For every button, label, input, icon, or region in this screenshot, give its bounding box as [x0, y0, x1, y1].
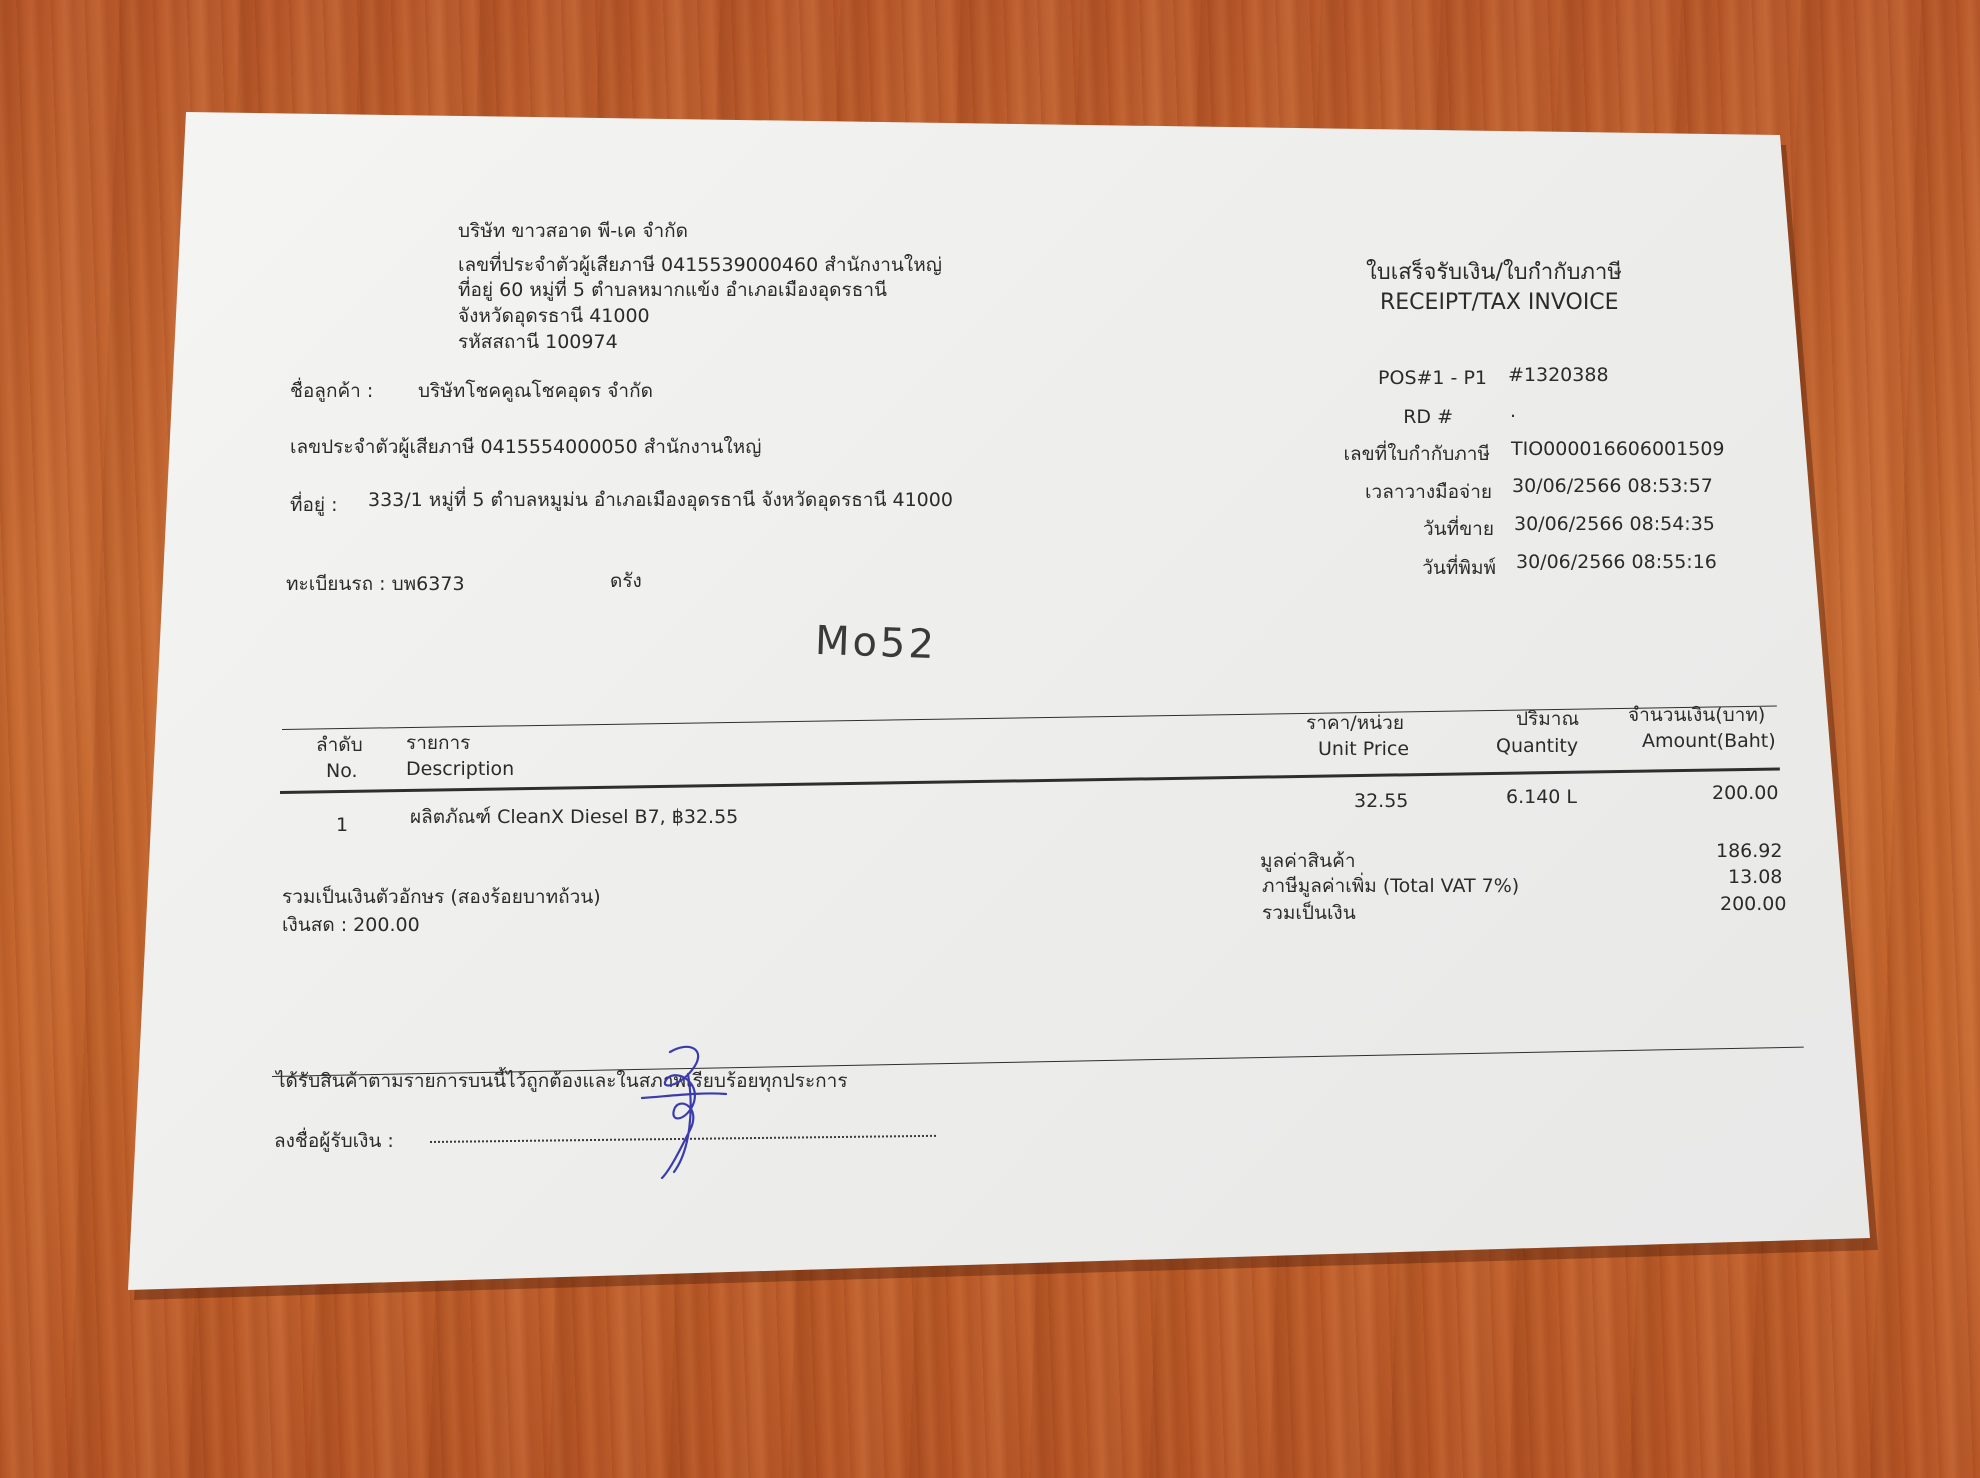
amount-in-words: รวมเป็นเงินตัวอักษร (สองร้อยบาทถ้วน) — [282, 886, 601, 908]
seller-address-line2: จังหวัดอุดรธานี 41000 — [458, 305, 650, 327]
seller-name: บริษัท ขาวสอาด พี-เค จำกัด — [458, 220, 689, 242]
tax-invoice-value: TIO000016606001509 — [1511, 438, 1725, 460]
row-1-amount: 200.00 — [1712, 782, 1779, 804]
header-desc-th: รายการ — [406, 732, 471, 754]
sale-date-label: วันที่ขาย — [1423, 518, 1494, 540]
received-confirmation: ได้รับสินค้าตามรายการบนนี้ไว้ถูกต้องและในสภาพเรียบร้อยทุกประการ — [276, 1070, 848, 1092]
row-1-description: ผลิตภัณฑ์ CleanX Diesel B7, ฿32.55 — [410, 806, 739, 828]
handwritten-note: Mo52 — [814, 617, 938, 669]
header-qty-th: ปริมาณ — [1516, 708, 1580, 730]
nozzle-time-label: เวลาวางมือจ่าย — [1365, 481, 1492, 503]
row-1-quantity: 6.140 L — [1506, 786, 1578, 808]
vehicle-plate: ทะเบียนรถ : บพ6373 — [286, 573, 465, 595]
customer-address-label: ที่อยู่ : — [290, 494, 338, 516]
total-label: รวมเป็นเงิน — [1262, 902, 1356, 924]
handwritten-signature — [630, 1040, 740, 1180]
customer-tax-id: เลขประจำตัวผู้เสียภาษี 0415554000050 สำนักงานใหญ่ — [290, 436, 762, 458]
doc-title-thai: ใบเสร็จรับเงิน/ใบกำกับภาษี — [1366, 260, 1622, 285]
total-value: 200.00 — [1720, 893, 1787, 915]
sale-date-value: 30/06/2566 08:54:35 — [1514, 513, 1715, 535]
goods-value: 186.92 — [1716, 840, 1783, 862]
header-price-en: Unit Price — [1318, 738, 1410, 760]
header-desc-en: Description — [406, 758, 515, 780]
seller-tax-id: เลขที่ประจำตัวผู้เสียภาษี 0415539000460 สำนักงานใหญ่ — [458, 254, 942, 276]
goods-value-label: มูลค่าสินค้า — [1260, 850, 1356, 872]
row-1-unit-price: 32.55 — [1354, 790, 1409, 812]
cash-paid: เงินสด : 200.00 — [282, 914, 420, 936]
customer-address-value: 333/1 หมู่ที่ 5 ตำบลหมูม่น อำเภอเมืองอุดรธานี จังหวัดอุดรธานี 41000 — [368, 489, 953, 511]
seller-address-line1: ที่อยู่ 60 หมู่ที่ 5 ตำบลหมากแข้ง อำเภอเมืองอุดรธานี — [458, 279, 887, 301]
print-date-label: วันที่พิมพ์ — [1422, 557, 1496, 579]
header-no-th: ลำดับ — [316, 734, 363, 756]
tax-invoice-label: เลขที่ใบกำกับภาษี — [1343, 443, 1490, 465]
customer-name-value: บริษัทโชคคูณโชคอุดร จำกัด — [418, 380, 653, 402]
receiver-signature-label: ลงชื่อผู้รับเงิน : — [274, 1130, 394, 1152]
print-date-value: 30/06/2566 08:55:16 — [1516, 551, 1717, 573]
pos-label: POS#1 - P1 — [1378, 367, 1487, 389]
doc-title-english: RECEIPT/TAX INVOICE — [1380, 290, 1619, 315]
vehicle-extra: ดรัง — [610, 570, 642, 592]
pos-value: #1320388 — [1508, 364, 1609, 386]
header-no-en: No. — [326, 760, 358, 782]
vat-label: ภาษีมูลค่าเพิ่ม (Total VAT 7%) — [1262, 875, 1520, 897]
vat-value: 13.08 — [1728, 866, 1783, 888]
seller-station-code: รหัสสถานี 100974 — [458, 331, 618, 353]
header-amount-en: Amount(Baht) — [1642, 730, 1776, 752]
customer-name-label: ชื่อลูกค้า : — [290, 380, 374, 402]
header-price-th: ราคา/หน่วย — [1306, 712, 1404, 734]
nozzle-time-value: 30/06/2566 08:53:57 — [1512, 475, 1713, 497]
row-1-no: 1 — [336, 814, 349, 836]
rd-label: RD # — [1403, 406, 1453, 428]
header-qty-en: Quantity — [1496, 735, 1579, 757]
header-amount-th: จำนวนเงิน(บาท) — [1628, 704, 1766, 726]
rd-value: . — [1510, 400, 1517, 422]
